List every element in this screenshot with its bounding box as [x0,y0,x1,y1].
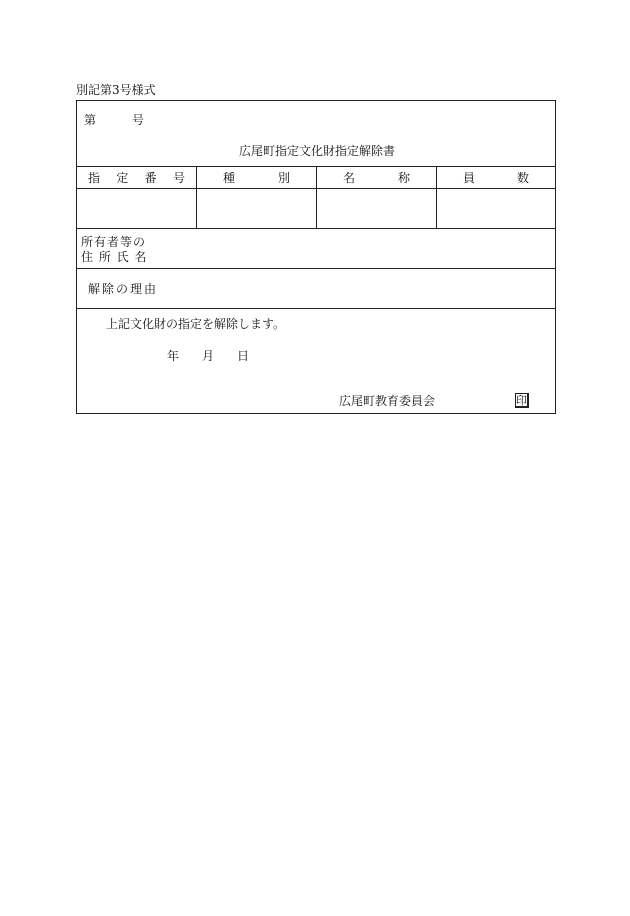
reason-section [77,269,555,309]
type-cell [197,189,317,228]
statement-text: 上記文化財の指定を解除します。 [106,317,286,331]
date-day: 日 [237,349,250,363]
issuer-name: 広尾町教育委員会 [339,394,436,408]
header-char: 員 [463,170,476,185]
header-char: 号 [172,170,185,185]
document-title: 広尾町指定文化財指定解除書 [239,144,396,158]
column-type [197,167,317,188]
column-designation-number [77,167,197,188]
column-name [317,167,437,188]
number-prefix: 第 [84,113,97,127]
number-suffix: 号 [132,113,145,127]
form-number-label: 別記第3号様式 [76,83,156,97]
table-data-row [77,189,555,229]
quantity-cell [437,189,555,228]
header-char: 指 [88,170,101,185]
designation-number-cell [77,189,197,228]
header-char: 番 [144,170,157,185]
statement-section [77,309,555,413]
header-char: 種 [223,170,236,185]
owner-section [77,229,555,269]
header-char: 別 [277,170,290,185]
date-year: 年 [167,349,180,363]
header-section [77,101,555,167]
header-char: 称 [397,170,410,185]
seal-mark: 印 [516,394,527,407]
header-char: 名 [343,170,356,185]
name-cell [317,189,437,228]
owner-label-line2: 住 所 氏 名 [81,250,148,264]
certificate-form [76,100,556,414]
owner-label-line1: 所有者等の [81,235,147,249]
header-char: 数 [516,170,529,185]
column-quantity [437,167,555,188]
header-char: 定 [116,170,129,185]
date-month: 月 [202,349,215,363]
reason-label: 解除の理由 [88,282,159,296]
table-header-row [77,167,555,189]
